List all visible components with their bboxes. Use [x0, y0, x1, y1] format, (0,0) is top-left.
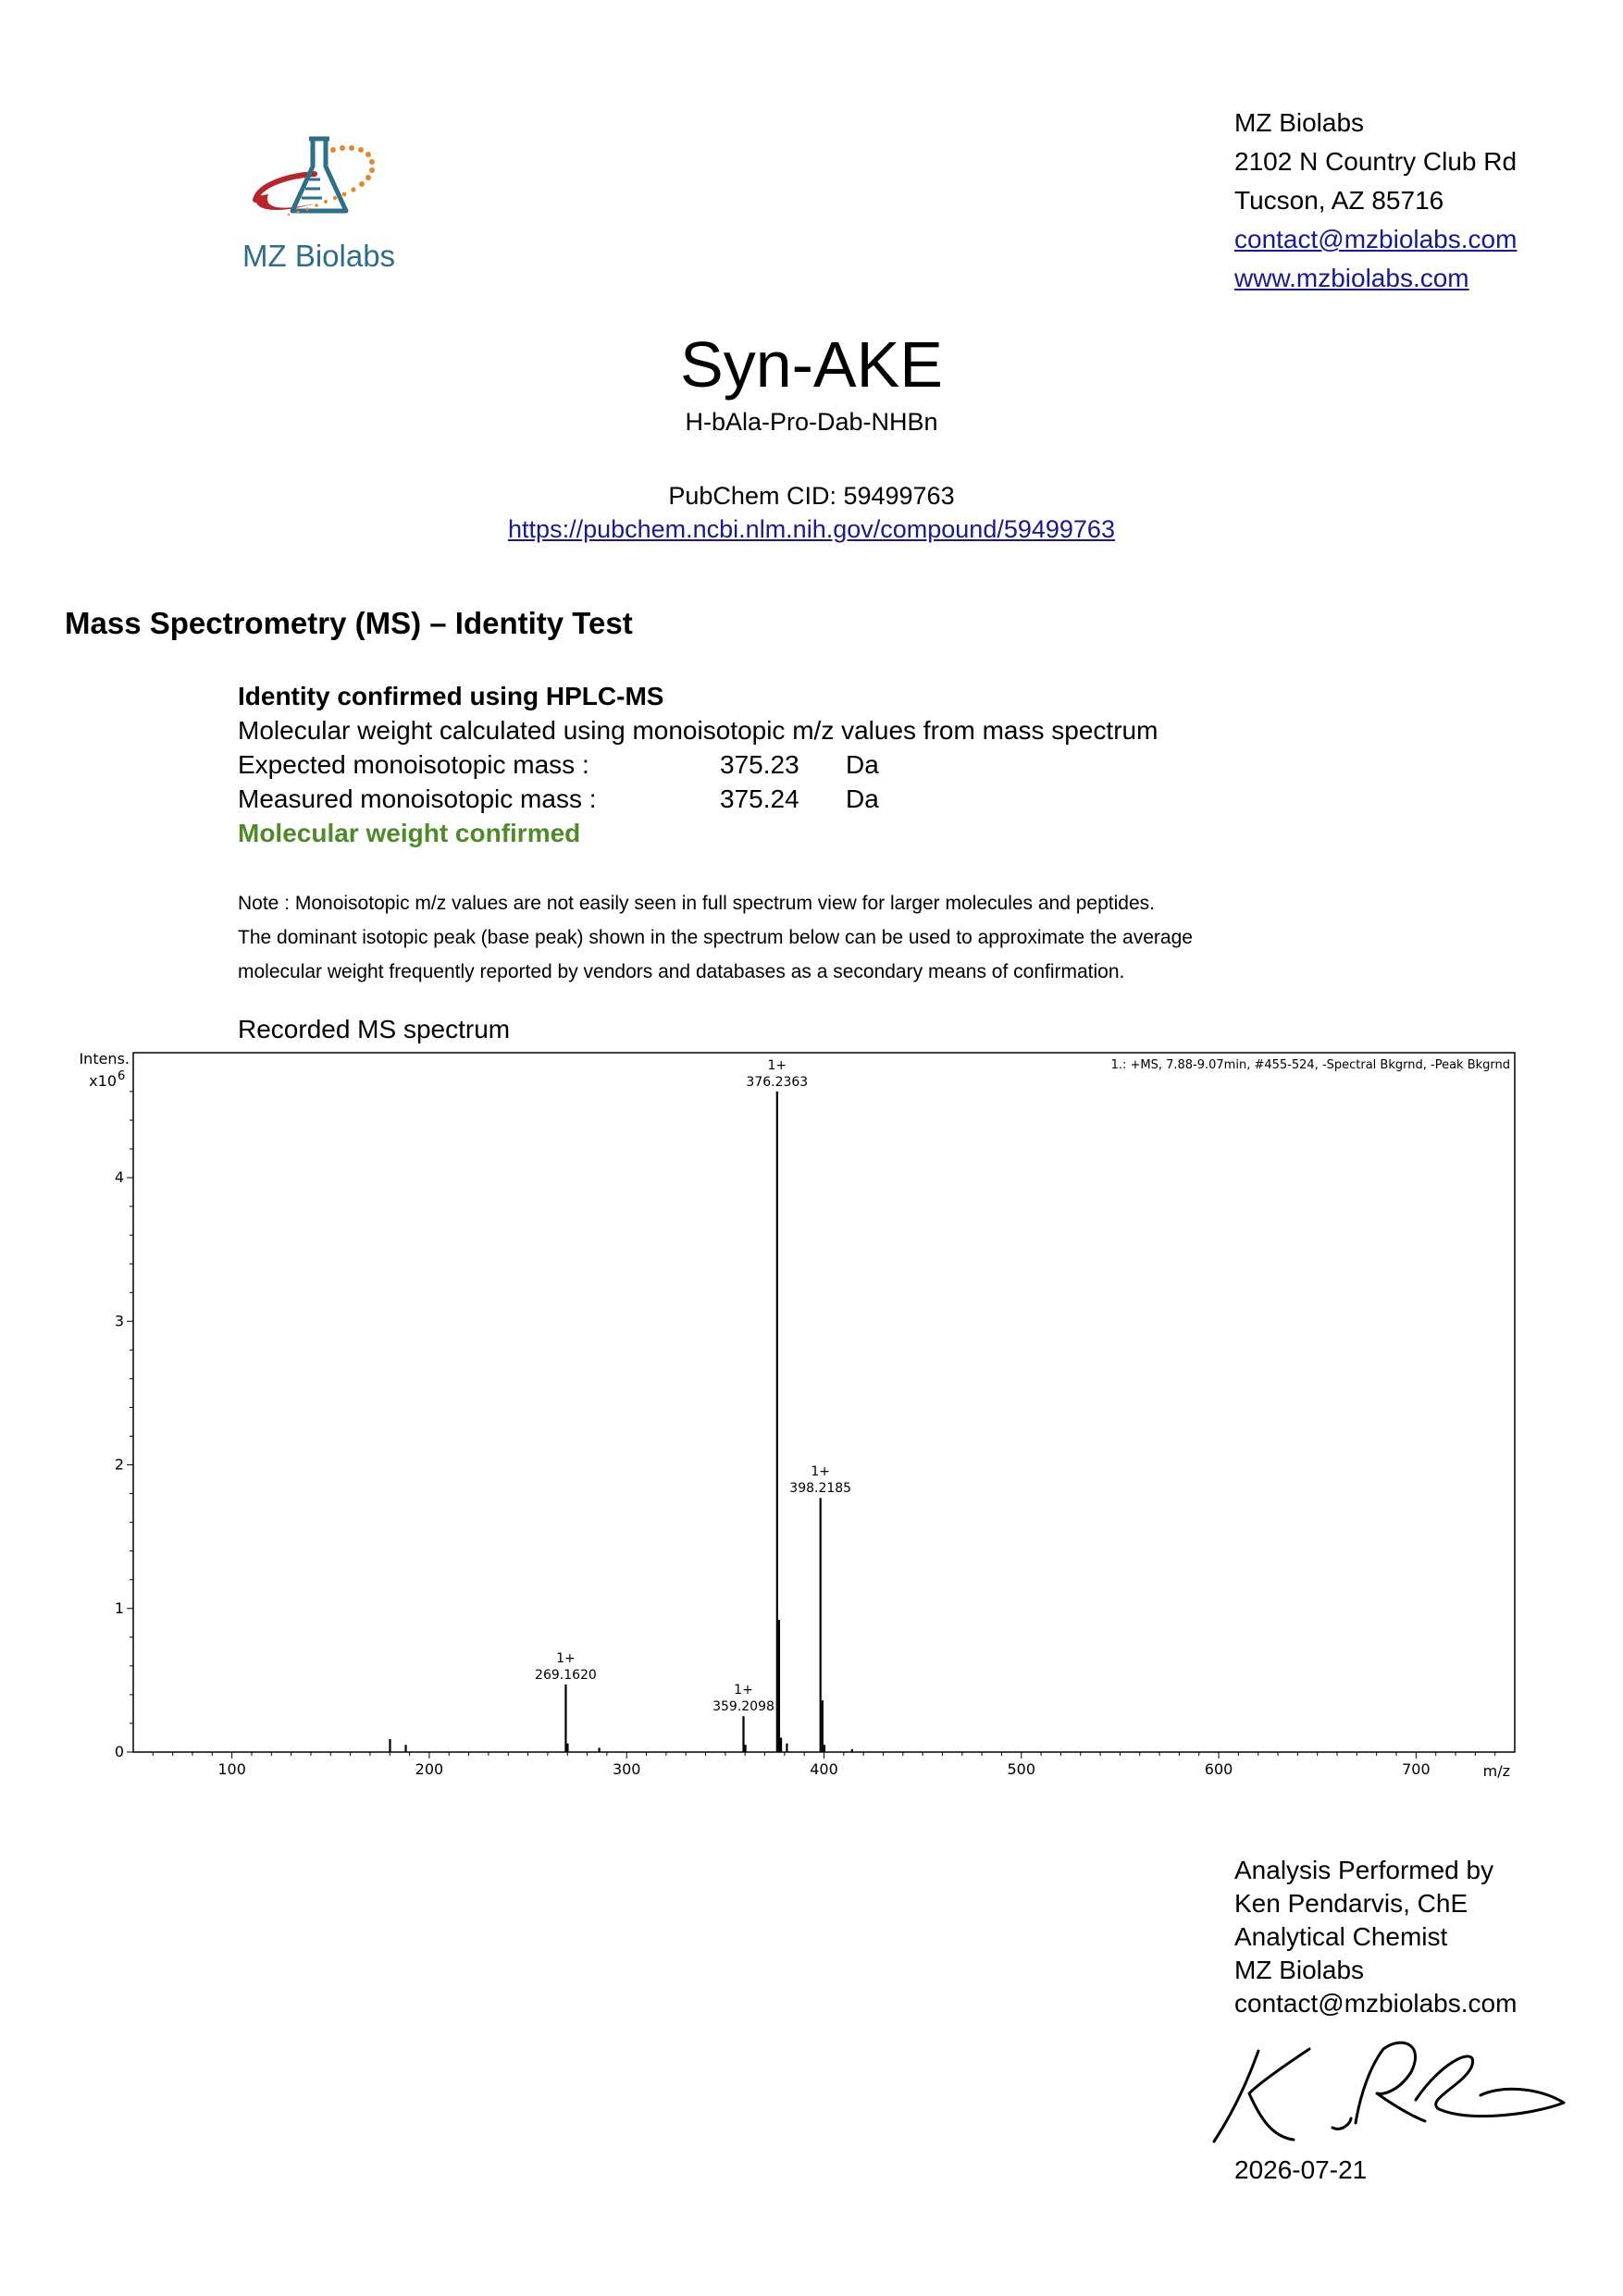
analysis-email: contact@mzbiolabs.com: [1234, 1989, 1518, 2018]
identity-method: Molecular weight calculated using monoisotopic m/z values from mass spectrum: [238, 716, 1158, 745]
y-axis-scale: x10: [89, 1072, 117, 1090]
y-tick-label: 3: [114, 1312, 124, 1330]
company-logo: [231, 130, 416, 278]
title-block: [0, 326, 1623, 546]
measured-mass-unit: Da: [846, 784, 879, 813]
result-status: Molecular weight confirmed: [238, 819, 581, 847]
company-address: [1234, 104, 1517, 298]
peak-mz-label: 269.1620: [535, 1668, 597, 1684]
company-email-link[interactable]: contact@mzbiolabs.com: [1234, 225, 1518, 253]
product-sequence: H-bAla-Pro-Dab-NHBn: [685, 408, 938, 436]
measured-mass-label: Measured monoisotopic mass :: [238, 784, 597, 813]
flask-logo-icon: [231, 130, 416, 241]
y-axis-scale-exponent: 6: [118, 1069, 126, 1083]
x-axis-label: m/z: [1482, 1762, 1510, 1780]
identity-block: [238, 679, 1158, 850]
plot-frame: [133, 1053, 1515, 1752]
analysis-company: MZ Biolabs: [1234, 1956, 1365, 1984]
x-tick-label: 200: [415, 1760, 444, 1778]
y-axis-label: Intens.: [79, 1050, 130, 1068]
x-tick-label: 500: [1007, 1760, 1036, 1778]
x-tick-label: 600: [1204, 1760, 1233, 1778]
spectrum-label: Recorded MS spectrum: [238, 1015, 511, 1043]
expected-mass-value: 375.23: [720, 750, 799, 779]
peak-charge-label: 1+: [556, 1651, 576, 1667]
note-block: [238, 886, 1193, 989]
note-line-3: molecular weight frequently reported by vendors and databases as a secondary means of confirmation.: [238, 961, 1125, 982]
ms-spectrum-chart: [56, 1045, 1518, 1785]
identity-heading: Identity confirmed using HPLC-MS: [238, 682, 664, 710]
address-line1: 2102 N Country Club Rd: [1234, 147, 1518, 176]
y-tick-label: 1: [114, 1599, 124, 1617]
spectrum-header: 1.: +MS, 7.88-9.07min, #455-524, -Spectral Bkgrnd, -Peak Bkgrnd: [1110, 1058, 1510, 1072]
signature-image: [1203, 2031, 1573, 2151]
logo-text: MZ Biolabs: [242, 239, 396, 273]
x-tick-label: 700: [1402, 1760, 1431, 1778]
expected-mass-label: Expected monoisotopic mass :: [238, 750, 589, 779]
y-tick-label: 2: [114, 1455, 124, 1474]
company-name: MZ Biolabs: [1234, 108, 1365, 137]
x-tick-label: 100: [217, 1760, 246, 1778]
peak-charge-label: 1+: [767, 1057, 787, 1073]
expected-mass-unit: Da: [846, 750, 879, 779]
peak-charge-label: 1+: [811, 1464, 831, 1480]
measured-mass-row: [238, 782, 1158, 816]
x-tick-label: 400: [810, 1760, 838, 1778]
pubchem-cid: PubChem CID: 59499763: [668, 482, 955, 510]
expected-mass-row: [238, 747, 1158, 782]
peak-mz-label: 376.2363: [746, 1074, 809, 1090]
note-line-1: Note : Monoisotopic m/z values are not easily seen in full spectrum view for larger molecules and peptides.: [238, 893, 1155, 914]
peak-charge-label: 1+: [734, 1683, 753, 1698]
signature-date: 2026-07-21: [1234, 2155, 1368, 2184]
peak-mz-label: 359.2098: [712, 1699, 774, 1715]
note-line-2: The dominant isotopic peak (base peak) shown in the spectrum below can be used to approximate the average: [238, 927, 1193, 948]
address-line2: Tucson, AZ 85716: [1234, 186, 1444, 215]
analysis-block: [1234, 1854, 1517, 2020]
measured-mass-value: 375.24: [720, 784, 799, 813]
pubchem-link[interactable]: https://pubchem.ncbi.nlm.nih.gov/compound/59499763: [508, 515, 1115, 543]
section-title: Mass Spectrometry (MS) – Identity Test: [65, 606, 633, 640]
company-website-link[interactable]: www.mzbiolabs.com: [1234, 264, 1469, 292]
analysis-heading: Analysis Performed by: [1234, 1856, 1494, 1884]
x-tick-label: 300: [612, 1760, 641, 1778]
y-tick-label: 0: [114, 1743, 124, 1760]
product-name: Syn-AKE: [680, 328, 943, 401]
analyst-role: Analytical Chemist: [1234, 1922, 1448, 1951]
peak-mz-label: 398.2185: [789, 1481, 852, 1497]
analyst-name: Ken Pendarvis, ChE: [1234, 1889, 1468, 1918]
y-tick-label: 4: [114, 1168, 124, 1187]
